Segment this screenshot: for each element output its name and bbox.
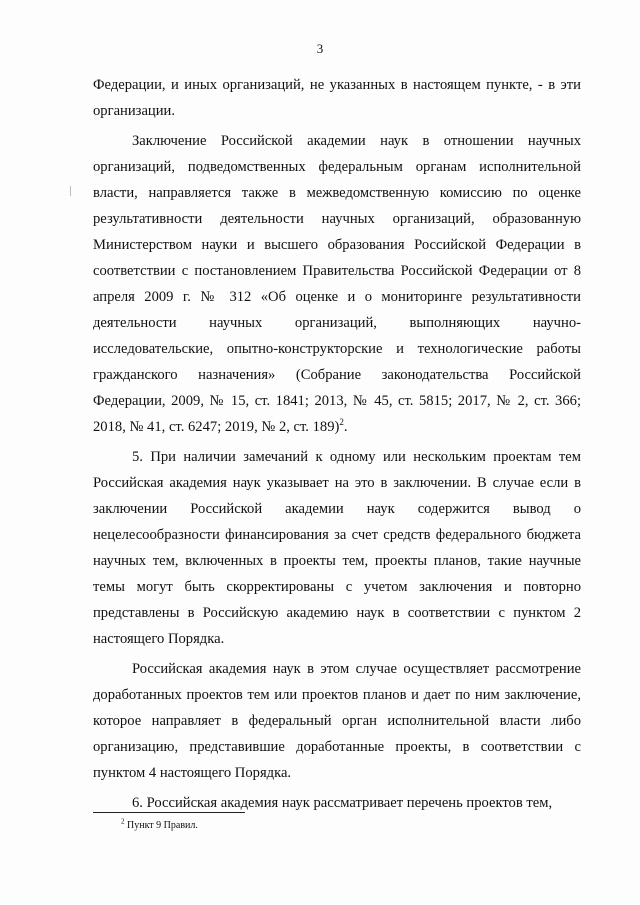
paragraph-continuation <box>93 72 581 124</box>
footnote-marker: 2 <box>121 817 125 826</box>
paragraph-ras-conclusion <box>93 128 581 440</box>
footnote-text: Пункт 9 Правил. <box>124 820 198 831</box>
paragraph-item-5 <box>93 444 581 652</box>
paragraph-text: Российская академия наук в этом случае осуществляет рассмотрение доработанных проектов тем или проектов планов и дает по ним заключение, которое направляет в федеральный орган исполнительной власти либо организацию, представившие доработанные проекты, в соответствии с пунктом 4 настоящего Порядка. <box>93 661 581 781</box>
paragraph-tail: . <box>343 419 348 435</box>
page-number: 3 <box>316 41 324 56</box>
paragraph-text: Заключение Российской академии наук в отношении научных организаций, подведомственных федеральным органам исполнительной власти, направляется также в межведомственную комиссию по оценке результативности деятельности научных организаций, образованную Министерством науки и высшего образования Российской Федерации в соответствии с постановлением Правительства Российской Федерации от 8 апреля 2009 г. № 312 «Об оценке и о мониторинге результативности деятельности научных организаций, выполняющих научно-исследовательские, опытно-конструкторские и технологические работы гражданского назначения» (Собрание законодательства Российской Федерации, 2009, № 15, ст. 1841; 2013, № 45, ст. 5815; 2017, № 2, ст. 366; 2018, № 41, ст. 6247; 2019, № 2, ст. 189) <box>93 133 581 435</box>
footnote <box>121 817 198 832</box>
paragraph-text: 5. При наличии замечаний к одному или нескольким проектам тем Российская академия наук указывает на это в заключении. В случае если в заключении Российской академии наук содержится вывод о нецелесообразности финансирования за счет средств федерального бюджета научных тем, включенных в проекты тем, проекты планов, такие научные темы могут быть скорректированы с учетом заключения и повторно представлены в Российскую академию наук в соответствии с пунктом 2 настоящего Порядка. <box>93 449 581 647</box>
footnote-reference[interactable]: 2 <box>339 417 344 428</box>
footnote-divider <box>93 812 245 813</box>
scan-artifact <box>70 186 71 196</box>
document-body <box>93 72 581 816</box>
paragraph-text: 6. Российская академия наук рассматривает перечень проектов тем, <box>132 795 553 811</box>
paragraph-text: Федерации, и иных организаций, не указанных в настоящем пункте, - в эти организации. <box>93 77 581 119</box>
paragraph-ras-review <box>93 656 581 786</box>
